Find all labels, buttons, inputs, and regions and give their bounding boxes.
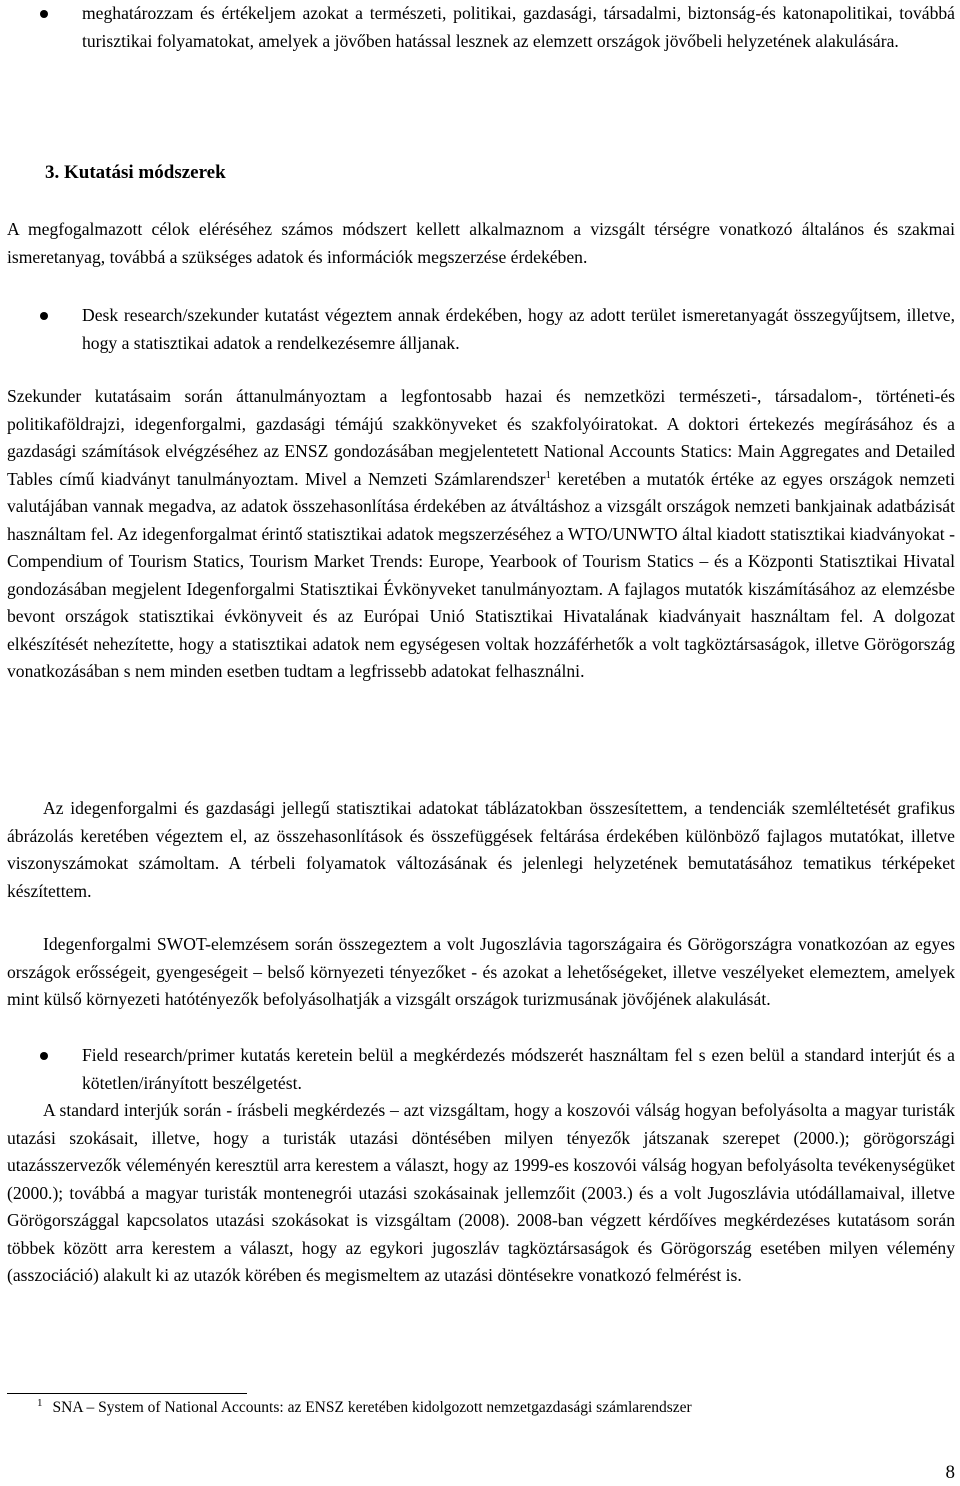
para-secondary-text-b: keretében a mutatók értéke az egyes országok nemzeti valutájában vannak megadva, az adatok összehasonlítása érdekében az átváltáshoz a vizsgált országok nemzeti bankjainak adatbázisát használtam fel. Az idegenforgalmat érintő statisztikai adatok megszerzéséhez a WTO/UNWTO által kiadott statisztikai kiadványokat - Compendium of Tourism Statics, Tourism Market Trends: Europe, Yearbook of Tourism Statics – és a Központi Statisztikai Hivatal gondozásában megjelent Idegenforgalmi Statisztikai Évkönyveket tanulmányoztam. A fajlagos mutatók kiszámításához az elemzésbe bevont országok statisztikai évkönyveit és az Európai Unió Statisztikai Hivatalának kiadványait használtam fel. A dolgozat elkészítését nehezítette, hogy a statisztikai adatok nem egységesen voltak hozzáférhetők a volt tagköztársaságok, illetve Görögország vonatkozásában s nem minden esetben tudtam a legfrissebb adatokat felhasználni. bbox=[7, 468, 956, 681]
bullet-field-text: Field research/primer kutatás keretein belül a megkérdezés módszerét használtam fel s ezen belül a standard interjút és a kötetlen/irányított beszélgetést. bbox=[82, 1045, 955, 1093]
para-swot-text: Idegenforgalmi SWOT-elemzésem során összegeztem a volt Jugoszlávia tagországaira és Görögországra vonatkozóan az egyes országok erősségeit, gyengeségeit – belső környezeti tényezőket - és azokat a lehetőségeket, illetve veszélyeket elemeztem, amelyek mint külső környezeti hatótényezők befolyásolhatják a vizsgált országok turizmusának jövőjének alakulását. bbox=[7, 934, 955, 1009]
para-methods-text: A megfogalmazott célok eléréséhez számos módszert kellett alkalmaznom a vizsgált térségre vonatkozó általános és szakmai ismeretanyag, továbbá a szükséges adatok és információk megszerzése érdekében. bbox=[7, 219, 955, 267]
footnote-text: SNA – System of National Accounts: az ENSZ keretében kidolgozott nemzetgazdasági számlarendszer bbox=[52, 1399, 692, 1416]
bullet-desk bbox=[7, 302, 955, 357]
footnote bbox=[7, 1396, 955, 1420]
para-secondary-text-a: Szekunder kutatásaim során áttanulmányoztam a legfontosabb hazai és nemzetközi természeti-, társadalom-, történeti-és politikaföldrajzi, idegenforgalmi, gazdasági témájú szakkönyveket és szakfolyóiratokat. A doktori értekezés megírásához és a gazdasági számítások elvégzéséhez az ENSZ gondozásában megjelentetett National Accounts Statics: Main Aggregates and Detailed Tables című kiadványt tanulmányoztam. Mivel a Nemzeti Számlarendszer bbox=[7, 386, 955, 489]
bullet-dot-icon bbox=[40, 312, 48, 320]
bullet-dot-icon bbox=[40, 1052, 48, 1060]
footnote-reference[interactable]: 1 bbox=[545, 468, 551, 481]
para-tables-text: Az idegenforgalmi és gazdasági jellegű statisztikai adatokat táblázatokban összesítettem, a tendenciák szemléltetését grafikus ábrázolás keretében végeztem el, az összehasonlítások és összefüggések feltárása érdekében különböző fajlagos mutatókat, illetve viszonyszámokat számoltam. A térbeli folyamatok változásának és jelenlegi helyzetének bemutatásához tematikus térképeket készítettem. bbox=[7, 798, 955, 901]
para-interviews-text: A standard interjúk során - írásbeli megkérdezés – azt vizsgáltam, hogy a koszovói válság hogyan befolyásolta a magyar turisták utazási szokásait, illetve, hogy a turisták utazási döntésében milyen tényezők játszanak szerepet (2000.); görögországi utazásszervezők véleményén keresztül arra kerestem a választ, hogy az 1999-es koszovói válság hogyan befolyásolta tevékenységüket (2000.); továbbá a magyar turisták montenegrói utazási szokásainak jellemzőit (2003.) és a volt Jugoszlávia utódállamaival, illetve Görögországgal kapcsolatos utazási szokásokat is vizsgáltam (2008). 2008-ban végzett kérdőíves megkérdezéses kutatásom során többek között arra kerestem a választ, hogy az egykori jugoszláv tagköztársaságok és Görögország esetében milyen vélemény (asszociáció) alakult ki az utazók körében és megismeltem az utazási döntésekre vonatkozó felmérést is. bbox=[7, 1100, 955, 1285]
para-secondary bbox=[7, 383, 955, 686]
bullet-intro-text: meghatározzam és értékeljem azokat a természeti, politikai, gazdasági, társadalmi, biztonság-és katonapolitikai, továbbá turisztikai folyamatokat, amelyek a jövőben hatással lesznek az elemzett országok jövőbeli helyzetének alakulására. bbox=[82, 3, 955, 51]
page-number: 8 bbox=[945, 1462, 955, 1483]
bullet-dot-icon bbox=[40, 10, 48, 18]
para-interviews bbox=[7, 1097, 955, 1290]
para-swot bbox=[7, 931, 955, 1014]
para-methods bbox=[7, 216, 955, 271]
bullet-field bbox=[7, 1042, 955, 1097]
footnote-mark: 1 bbox=[37, 1396, 43, 1409]
para-tables bbox=[7, 795, 955, 905]
footnote-divider bbox=[7, 1393, 247, 1394]
bullet-intro bbox=[7, 0, 955, 55]
bullet-desk-text: Desk research/szekunder kutatást végeztem annak érdekében, hogy az adott terület ismeretanyagát összegyűjtsem, illetve, hogy a statisztikai adatok a rendelkezésemre álljanak. bbox=[82, 305, 955, 353]
section-heading: 3. Kutatási módszerek bbox=[45, 162, 226, 183]
